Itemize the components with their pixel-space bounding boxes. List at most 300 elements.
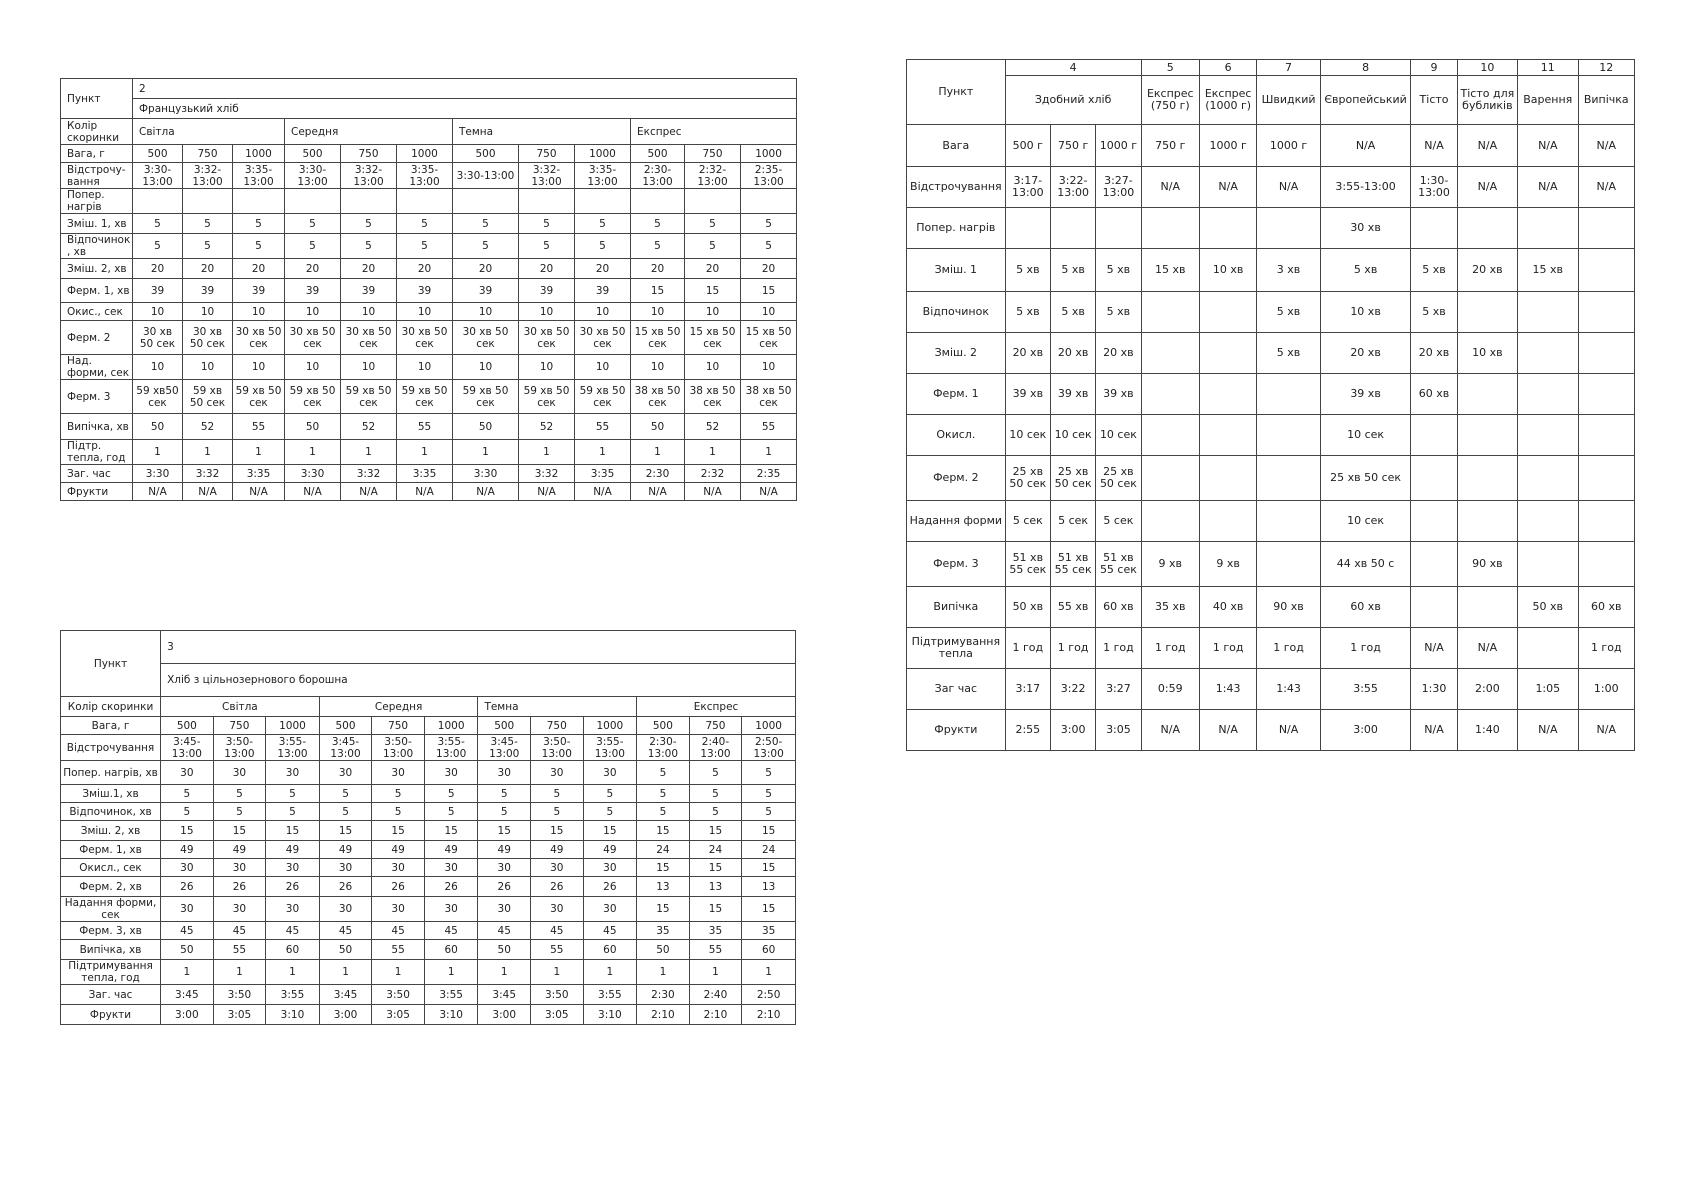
table-cell <box>1578 501 1635 542</box>
table-cell <box>1050 208 1095 249</box>
table-cell: 10 <box>183 355 233 380</box>
table-cell: 35 <box>742 922 796 940</box>
table-cell: 3:32 <box>341 465 397 483</box>
table-cell: 3:00 <box>1050 710 1095 751</box>
table-cell: 750 <box>213 717 266 735</box>
table-cell: 26 <box>424 877 478 897</box>
crust-light: Світла <box>133 119 285 145</box>
table-cell: 30 <box>266 897 320 922</box>
table-row <box>61 877 796 897</box>
table-cell: 2:50 <box>742 985 796 1005</box>
table-cell: 3:00 <box>319 1005 372 1025</box>
table-cell: 15 хв <box>1518 249 1578 292</box>
table-cell: 2:40 <box>689 985 742 1005</box>
table-cell: 15 хв 50 сек <box>631 321 685 355</box>
table-cell <box>1199 208 1256 249</box>
table-cell: 3:55-13:00 <box>424 735 478 761</box>
row-label: Ферм. 3 <box>907 542 1006 587</box>
table-cell <box>133 189 183 214</box>
table-cell: 1:43 <box>1199 669 1256 710</box>
table-cell: 1:05 <box>1518 669 1578 710</box>
table-cell: 52 <box>685 414 741 440</box>
table-row <box>61 414 797 440</box>
table-row <box>61 145 797 163</box>
table-cell: 5 <box>637 761 690 785</box>
table-cell <box>575 189 631 214</box>
table-cell: 15 <box>689 859 742 877</box>
table-cell: 20 <box>453 259 519 279</box>
table-cell: 49 <box>478 841 531 859</box>
table-row <box>907 125 1635 167</box>
table-cell: 5 <box>213 803 266 821</box>
table-cell: 5 <box>575 214 631 234</box>
table-cell: N/A <box>1141 710 1199 751</box>
table-cell <box>183 189 233 214</box>
table-cell: 15 <box>161 821 214 841</box>
table-cell <box>1141 415 1199 456</box>
table-cell: 30 <box>531 859 584 877</box>
row-label: Заг. час <box>61 465 133 483</box>
table-cell: 1 <box>742 960 796 985</box>
table-cell: 30 <box>319 897 372 922</box>
table-cell: 3:05 <box>372 1005 425 1025</box>
table-cell: 1 год <box>1096 628 1141 669</box>
table-cell: N/A <box>1199 710 1256 751</box>
table-cell: 30 <box>372 897 425 922</box>
table-cell: 3:45 <box>161 985 214 1005</box>
table-cell: N/A <box>1578 710 1635 751</box>
table-row <box>61 189 797 214</box>
table-cell: 50 <box>161 940 214 960</box>
table-cell: 45 <box>161 922 214 940</box>
table-cell: 5 <box>637 785 690 803</box>
table-cell: 60 хв <box>1411 374 1457 415</box>
row-label: Вага, г <box>61 145 133 163</box>
table-cell: 5 <box>583 803 637 821</box>
table-cell: 30 хв 50 сек <box>519 321 575 355</box>
table-cell: 750 <box>183 145 233 163</box>
row-label: Фрукти <box>907 710 1006 751</box>
table-cell: 3 хв <box>1257 249 1320 292</box>
table-cell: 1 <box>233 440 285 465</box>
table-cell: 3:27-13:00 <box>1096 167 1141 208</box>
table-cell <box>1518 628 1578 669</box>
table-cell: 3:32 <box>519 465 575 483</box>
table-cell <box>1199 333 1256 374</box>
table-row <box>907 710 1635 751</box>
table-row <box>907 587 1635 628</box>
table-cell: 5 <box>531 785 584 803</box>
table-cell: 3:30-13:00 <box>133 163 183 189</box>
table-cell <box>1457 456 1517 501</box>
table-row <box>61 821 796 841</box>
table-cell: 30 <box>531 761 584 785</box>
table-cell: 26 <box>213 877 266 897</box>
table-cell: 39 хв <box>1050 374 1095 415</box>
header-label: Пункт <box>907 60 1006 125</box>
table-cell: 3:55 <box>583 985 637 1005</box>
table-cell: N/A <box>1457 167 1517 208</box>
table-cell: 15 <box>742 859 796 877</box>
table-cell: 5 <box>319 785 372 803</box>
table-cell: 30 хв 50 сек <box>133 321 183 355</box>
row-label: Зміш.1, хв <box>61 785 161 803</box>
table-cell: 24 <box>742 841 796 859</box>
crust-express: Експрес <box>631 119 797 145</box>
table-cell: 52 <box>519 414 575 440</box>
crust-label: Колір скоринки <box>61 697 161 717</box>
table-cell <box>453 189 519 214</box>
table-cell: 5 <box>233 214 285 234</box>
table-cell: 55 <box>213 940 266 960</box>
table-cell: 3:50-13:00 <box>531 735 584 761</box>
table-cell: 52 <box>341 414 397 440</box>
table-cell: 5 <box>183 214 233 234</box>
table-cell: N/A <box>1578 167 1635 208</box>
row-label: Заг час <box>907 669 1006 710</box>
table-cell: 5 <box>689 803 742 821</box>
table-cell: 15 <box>637 897 690 922</box>
table-cell: 1 <box>266 960 320 985</box>
table-cell: 1000 г <box>1199 125 1256 167</box>
table-cell: 51 хв 55 сек <box>1096 542 1141 587</box>
table-cell: 26 <box>266 877 320 897</box>
table-cell: 750 <box>372 717 425 735</box>
table-cell: 1000 <box>742 717 796 735</box>
table-row <box>61 163 797 189</box>
table-cell: N/A <box>1411 628 1457 669</box>
table-cell: 60 хв <box>1320 587 1411 628</box>
table-cell: 30 хв 50 сек <box>285 321 341 355</box>
program-number-11: 11 <box>1518 60 1578 76</box>
table-cell: 5 сек <box>1050 501 1095 542</box>
table-cell: 3:10 <box>583 1005 637 1025</box>
table-cell: 1 <box>133 440 183 465</box>
table-cell: 20 <box>741 259 797 279</box>
table-row <box>61 717 796 735</box>
table-cell: 3:32-13:00 <box>183 163 233 189</box>
table-cell: N/A <box>741 483 797 501</box>
table-cell: 500 <box>637 717 690 735</box>
table-cell: 59 хв 50 сек <box>341 380 397 414</box>
table-cell: 10 сек <box>1005 415 1050 456</box>
table-row <box>61 785 796 803</box>
table-cell: 5 <box>285 234 341 259</box>
table-cell: 1:00 <box>1578 669 1635 710</box>
table-cell: 90 хв <box>1457 542 1517 587</box>
table-cell: N/A <box>1518 125 1578 167</box>
table-cell <box>341 189 397 214</box>
table-row <box>61 985 796 1005</box>
table-cell: 45 <box>213 922 266 940</box>
row-label: Підтримування тепла, год <box>61 960 161 985</box>
table-cell: 5 <box>133 214 183 234</box>
program-name-6: Експрес (1000 г) <box>1199 76 1256 125</box>
table-cell: N/A <box>575 483 631 501</box>
crust-express: Експрес <box>637 697 796 717</box>
table-cell: 10 <box>397 355 453 380</box>
table-cell: N/A <box>1141 167 1199 208</box>
table-cell: 3:45 <box>478 985 531 1005</box>
table-cell <box>1257 542 1320 587</box>
table-cell: 39 <box>341 279 397 303</box>
table-cell: 30 хв 50 сек <box>233 321 285 355</box>
table-cell: 20 <box>233 259 285 279</box>
table-cell: 10 <box>685 303 741 321</box>
row-label: Заг. час <box>61 985 161 1005</box>
table-cell: 55 хв <box>1050 587 1095 628</box>
table-cell: 30 <box>583 859 637 877</box>
table-cell: 750 г <box>1050 125 1095 167</box>
table-cell: 5 <box>161 785 214 803</box>
table-cell: 2:40-13:00 <box>689 735 742 761</box>
table-cell: 39 <box>453 279 519 303</box>
table-cell: 3:17-13:00 <box>1005 167 1050 208</box>
table-cell: 25 хв 50 сек <box>1005 456 1050 501</box>
table-cell <box>1457 501 1517 542</box>
table-cell: 10 <box>133 303 183 321</box>
table-cell: 5 сек <box>1096 501 1141 542</box>
table-cell: 1 <box>531 960 584 985</box>
table-cell: 1 <box>637 960 690 985</box>
table-cell: 2:30 <box>631 465 685 483</box>
table-cell <box>1411 456 1457 501</box>
crust-medium: Середня <box>319 697 478 717</box>
table-cell: 5 <box>575 234 631 259</box>
table-cell: 5 <box>742 761 796 785</box>
table-cell: 2:10 <box>689 1005 742 1025</box>
table-cell: 500 г <box>1005 125 1050 167</box>
table-cell: 5 <box>453 234 519 259</box>
table-cell: 1000 <box>741 145 797 163</box>
program-table-3 <box>60 630 796 1025</box>
row-label: Фрукти <box>61 1005 161 1025</box>
table-cell <box>1578 292 1635 333</box>
table-cell: 1 год <box>1050 628 1095 669</box>
table-cell <box>1518 501 1578 542</box>
table-cell: 20 хв <box>1050 333 1095 374</box>
table-cell: 1 <box>689 960 742 985</box>
table-cell: 9 хв <box>1199 542 1256 587</box>
table-cell: 55 <box>741 414 797 440</box>
table-cell: 500 <box>133 145 183 163</box>
table-cell: 1 <box>631 440 685 465</box>
table-cell: 750 <box>685 145 741 163</box>
table-cell: 15 <box>424 821 478 841</box>
table-cell <box>1457 587 1517 628</box>
table-cell: 1 <box>213 960 266 985</box>
program-name-4: Здобний хліб <box>1005 76 1141 125</box>
table-cell: 10 <box>575 303 631 321</box>
table-cell: 5 сек <box>1005 501 1050 542</box>
table-cell: 45 <box>478 922 531 940</box>
table-cell: 55 <box>372 940 425 960</box>
table-cell: 5 хв <box>1050 292 1095 333</box>
table-cell: 10 <box>685 355 741 380</box>
table-cell: 1000 <box>424 717 478 735</box>
table-cell: 52 <box>183 414 233 440</box>
table-cell: 30 <box>478 859 531 877</box>
table-cell: 26 <box>161 877 214 897</box>
table-cell: 39 хв <box>1005 374 1050 415</box>
table-cell: 20 хв <box>1457 249 1517 292</box>
table-cell: 5 <box>637 803 690 821</box>
table-cell <box>1457 374 1517 415</box>
table-cell <box>1257 374 1320 415</box>
program-number-10: 10 <box>1457 60 1517 76</box>
table-cell: 3:50-13:00 <box>372 735 425 761</box>
table-cell: 5 <box>266 803 320 821</box>
table-cell: 38 хв 50 сек <box>741 380 797 414</box>
table-cell: 5 <box>183 234 233 259</box>
table-row <box>61 465 797 483</box>
table-cell: 2:30 <box>637 985 690 1005</box>
table-cell: 20 <box>341 259 397 279</box>
table-cell: 3:00 <box>478 1005 531 1025</box>
table-cell: N/A <box>453 483 519 501</box>
table-cell: 49 <box>319 841 372 859</box>
table-cell: 3:10 <box>424 1005 478 1025</box>
table-cell: 1 <box>319 960 372 985</box>
program-number: 3 <box>161 631 796 664</box>
table-cell: 5 <box>741 234 797 259</box>
table-cell <box>1199 292 1256 333</box>
row-label: Зміш. 2, хв <box>61 259 133 279</box>
table-cell: 1000 г <box>1257 125 1320 167</box>
table-cell: 5 <box>583 785 637 803</box>
table-row <box>61 303 797 321</box>
table-cell: 20 <box>685 259 741 279</box>
table-cell: 5 <box>341 234 397 259</box>
row-label: Зміш. 2, хв <box>61 821 161 841</box>
table-cell: 500 <box>631 145 685 163</box>
table-cell: 1 год <box>1199 628 1256 669</box>
program-number-4: 4 <box>1005 60 1141 76</box>
table-cell: 3:50 <box>531 985 584 1005</box>
table-cell <box>1141 292 1199 333</box>
table-cell: 10 <box>341 355 397 380</box>
table-row <box>61 214 797 234</box>
table-cell: 44 хв 50 с <box>1320 542 1411 587</box>
table-cell: 30 <box>266 859 320 877</box>
table-cell: 2:10 <box>637 1005 690 1025</box>
table-cell: 500 <box>478 717 531 735</box>
table-cell: N/A <box>1320 125 1411 167</box>
table-cell: 15 <box>637 859 690 877</box>
table-cell: 500 <box>285 145 341 163</box>
table-cell: 20 хв <box>1320 333 1411 374</box>
table-cell: 5 хв <box>1257 333 1320 374</box>
table-cell: 5 <box>689 785 742 803</box>
table-cell: 1 год <box>1005 628 1050 669</box>
table-cell <box>285 189 341 214</box>
table-cell: N/A <box>685 483 741 501</box>
table-cell: 3:45-13:00 <box>319 735 372 761</box>
table-cell: 15 <box>742 821 796 841</box>
table-cell: 3:55 <box>266 985 320 1005</box>
table-cell: 10 сек <box>1050 415 1095 456</box>
table-cell: 15 <box>631 279 685 303</box>
table-cell: 30 <box>583 761 637 785</box>
table-cell: 10 хв <box>1457 333 1517 374</box>
table-cell: 5 <box>233 234 285 259</box>
table-cell: 49 <box>161 841 214 859</box>
table-cell: 10 <box>453 355 519 380</box>
table-cell <box>1257 501 1320 542</box>
row-label: Відпочинок <box>907 292 1006 333</box>
table-cell <box>1457 292 1517 333</box>
table-cell: 3:27 <box>1096 669 1141 710</box>
table-cell: 5 <box>478 785 531 803</box>
table-cell: 30 <box>161 859 214 877</box>
table-cell: 1:43 <box>1257 669 1320 710</box>
table-cell: 2:35 <box>741 465 797 483</box>
table-cell <box>233 189 285 214</box>
table-cell: 750 г <box>1141 125 1199 167</box>
row-label: Випічка, хв <box>61 414 133 440</box>
table-cell: 15 <box>531 821 584 841</box>
table-cell: 1:40 <box>1457 710 1517 751</box>
table-cell: 5 <box>285 214 341 234</box>
table-row <box>61 960 796 985</box>
table-cell: 20 хв <box>1005 333 1050 374</box>
table-cell <box>1005 208 1050 249</box>
programs-table-4-12 <box>906 59 1635 751</box>
table-cell: 60 хв <box>1096 587 1141 628</box>
table-cell: 2:00 <box>1457 669 1517 710</box>
crust-light: Світла <box>161 697 320 717</box>
table-cell: 10 сек <box>1320 415 1411 456</box>
table-cell: 59 хв 50 сек <box>397 380 453 414</box>
table-cell: 13 <box>742 877 796 897</box>
table-cell <box>1518 374 1578 415</box>
table-cell: 20 <box>133 259 183 279</box>
table-cell: 30 <box>213 859 266 877</box>
table-cell: 3:35 <box>397 465 453 483</box>
table-cell: 24 <box>689 841 742 859</box>
table-cell: 5 хв <box>1096 292 1141 333</box>
table-cell: 30 <box>372 859 425 877</box>
table-cell: 5 <box>742 785 796 803</box>
table-cell: 20 хв <box>1096 333 1141 374</box>
table-cell <box>1096 208 1141 249</box>
program-number-8: 8 <box>1320 60 1411 76</box>
table-cell: 20 хв <box>1411 333 1457 374</box>
table-cell: 51 хв 55 сек <box>1005 542 1050 587</box>
table-cell: 3:22 <box>1050 669 1095 710</box>
crust-label: Колір скоринки <box>61 119 133 145</box>
table-row <box>61 922 796 940</box>
table-cell: 10 <box>631 355 685 380</box>
table-cell: 1 <box>161 960 214 985</box>
program-name-9: Тісто <box>1411 76 1457 125</box>
table-cell: 5 <box>213 785 266 803</box>
table-cell: 3:35-13:00 <box>397 163 453 189</box>
table-cell: N/A <box>631 483 685 501</box>
table-cell: 10 <box>519 303 575 321</box>
table-cell: 1000 <box>266 717 320 735</box>
table-cell: 50 хв <box>1005 587 1050 628</box>
table-cell: 3:35-13:00 <box>575 163 631 189</box>
program-number-6: 6 <box>1199 60 1256 76</box>
table-cell: 30 <box>161 761 214 785</box>
row-label: Відстрочування <box>907 167 1006 208</box>
program-number-5: 5 <box>1141 60 1199 76</box>
row-label: Ферм. 2, хв <box>61 877 161 897</box>
table-cell: 30 <box>161 897 214 922</box>
table-cell <box>1518 208 1578 249</box>
table-cell: 26 <box>531 877 584 897</box>
